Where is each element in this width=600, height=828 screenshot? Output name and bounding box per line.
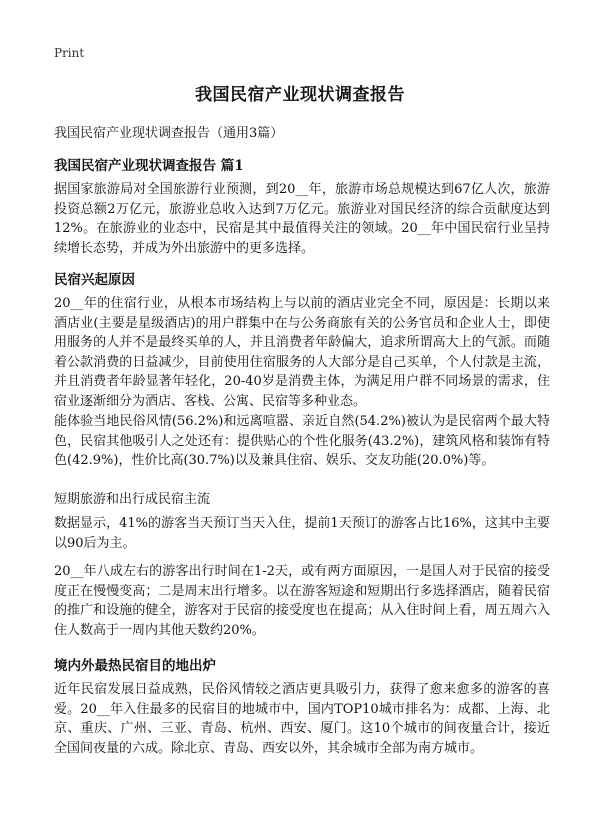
section-heading-4: 境内外最热民宿目的地出炉 bbox=[54, 658, 216, 674]
section2-paragraph-1: 20__年的住宿行业，从根本市场结构上与以前的酒店业完全不同，原因是：长期以来酒店业(主要是星级酒店)的用户群集中在与公务商旅有关的公务官员和企业人士，即使用服务的人并不是最终买单的人，并且消费者年龄偏大，追求所谓高大上的气派。而随着公款消费的日益减少，目前使用住宿服务的人大部分是自己买单，个人付款是主流，并且消费者年龄显著年轻化，20-40岁是消费主体，为满足用户群不同场景的需求，住宿业逐渐细分为酒店、客栈、公寓、民宿等多种业态。 bbox=[54, 296, 550, 409]
section3-paragraph-2: 20__年八成左右的游客出行时间在1-2天，或有两方面原因，一是国人对于民宿的接受度正在慢慢变高；二是周末出行增多。以在游客短途和短期出行多选择酒店，随着民宿的推广和设施的健全，游客对于民宿的接受度也在提高；从入住时间上看，周五周六入住人数高于一周内其他天数约20%。 bbox=[54, 564, 550, 638]
print-label: Print bbox=[54, 46, 85, 60]
section1-paragraph-1: 据国家旅游局对全国旅游行业预测，到20__年，旅游市场总规模达到67亿人次，旅游投资总额2万亿元，旅游业总收入达到7万亿元。旅游业对国民经济的综合贡献度达到12%。在旅游业的业态中，民宿是其中最值得关注的领域。20__年中国民宿行业呈持续增长态势，并成为外出旅游中的更多选择。 bbox=[54, 182, 550, 256]
document-subtitle: 我国民宿产业现状调查报告（通用3篇） bbox=[54, 126, 284, 141]
section4-paragraph-1: 近年民宿发展日益成熟，民俗风情较之酒店更具吸引力，获得了愈来愈多的游客的喜爱。20__年入住最多的民宿目的地城市中，国内TOP10城市排名为：成都、上海、北京、重庆、广州、三亚、青岛、杭州、西安、厦门。这10个城市的间夜量合计，接近全国间夜量的六成。除北京、青岛、西安以外，其余城市全部为南方城市。 bbox=[54, 682, 550, 756]
page-title: 我国民宿产业现状调查报告 bbox=[195, 85, 405, 105]
section-heading-3: 短期旅游和出行成民宿主流 bbox=[54, 492, 211, 507]
section2-paragraph-2: 能体验当地民俗风情(56.2%)和远离喧嚣、亲近自然(54.2%)被认为是民宿两个最大特色，民宿其他吸引人之处还有：提供贴心的个性化服务(43.2%)，建筑风格和装饰有特色(42.9%)，性价比高(30.7%)以及兼具住宿、娱乐、交友功能(20.0%)等。 bbox=[54, 414, 550, 468]
section3-paragraph-1: 数据显示，41%的游客当天预订当天入住，提前1天预订的游客占比16%，这其中主要以90后为主。 bbox=[54, 516, 550, 551]
section-heading-2: 民宿兴起原因 bbox=[54, 272, 135, 288]
section-heading-1: 我国民宿产业现状调查报告 篇1 bbox=[54, 158, 244, 174]
